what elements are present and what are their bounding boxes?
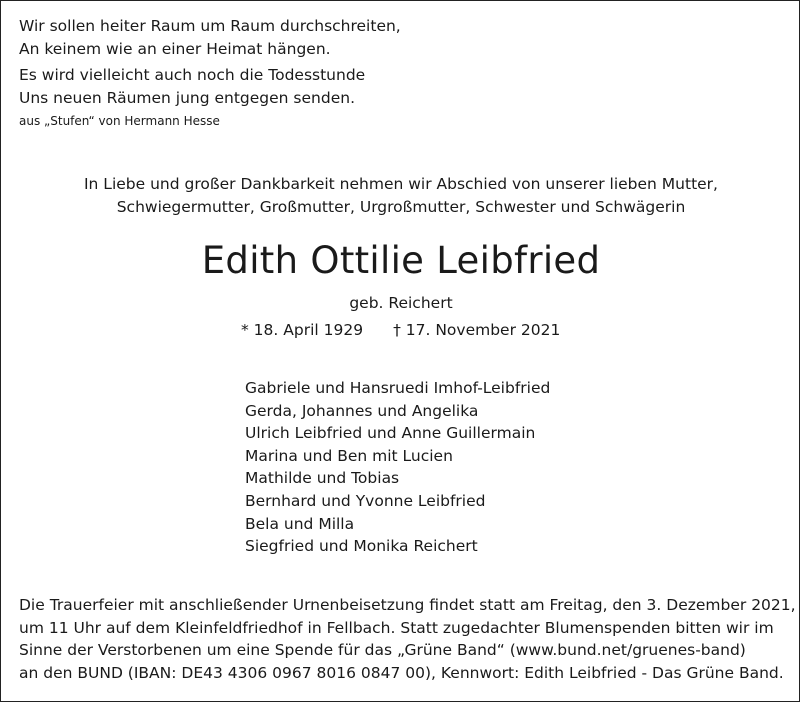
poem-attribution: aus „Stufen“ von Hermann Hesse	[19, 114, 220, 128]
mourner-entry: Marina und Ben mit Lucien	[245, 446, 453, 465]
mourner-entry: Gabriele und Hansruedi Imhof-Leibfried	[245, 379, 551, 397]
service-line: um 11 Uhr auf dem Kleinfeldfriedhof in Fellbach. Statt zugedachter Blumenspenden bitten wir im	[19, 618, 774, 637]
poem-line: Es wird vielleicht auch noch die Todesstunde	[19, 66, 366, 84]
poem-quote	[19, 15, 401, 129]
farewell-intro	[1, 173, 800, 218]
birth-date: * 18. April 1929	[241, 321, 364, 339]
mourners-list	[245, 377, 550, 558]
mourner-entry: Ulrich Leibfried und Anne Guillermain	[245, 424, 536, 443]
poem-line: Uns neuen Räumen jung entgegen senden.	[19, 88, 355, 107]
poem-line: An keinem wie an einer Heimat hängen.	[19, 39, 331, 58]
service-line: an den BUND (IBAN: DE43 4306 0967 8016 0847 00), Kennwort: Edith Leibfried - Das Grüne Band.	[19, 663, 784, 682]
service-line: Die Trauerfeier mit anschließender Urnenbeisetzung findet statt am Freitag, den 3. Dezember 2021,	[19, 596, 796, 614]
intro-line: In Liebe und großer Dankbarkeit nehmen wir Abschied von unserer lieben Mutter,	[83, 175, 718, 193]
mourner-entry: Bernhard und Yvonne Leibfried	[245, 491, 486, 510]
mourner-entry: Gerda, Johannes und Angelika	[245, 401, 479, 420]
funeral-service-info	[19, 594, 796, 684]
intro-line: Schwiegermutter, Großmutter, Urgroßmutter, Schwester und Schwägerin	[116, 197, 686, 216]
poem-line: Wir sollen heiter Raum um Raum durchschreiten,	[19, 17, 401, 35]
mourner-entry: Mathilde und Tobias	[245, 469, 400, 488]
maiden-name: geb. Reichert	[349, 294, 453, 312]
service-line: Sinne der Verstorbenen um eine Spende für das „Grüne Band“ (www.bund.net/gruenes-band)	[19, 641, 746, 660]
mourner-entry: Siegfried und Monika Reichert	[245, 537, 478, 556]
mourner-entry: Bela und Milla	[245, 514, 355, 533]
life-dates	[241, 319, 560, 341]
death-date: † 17. November 2021	[393, 321, 561, 339]
deceased-name: Edith Ottilie Leibfried	[201, 239, 601, 282]
